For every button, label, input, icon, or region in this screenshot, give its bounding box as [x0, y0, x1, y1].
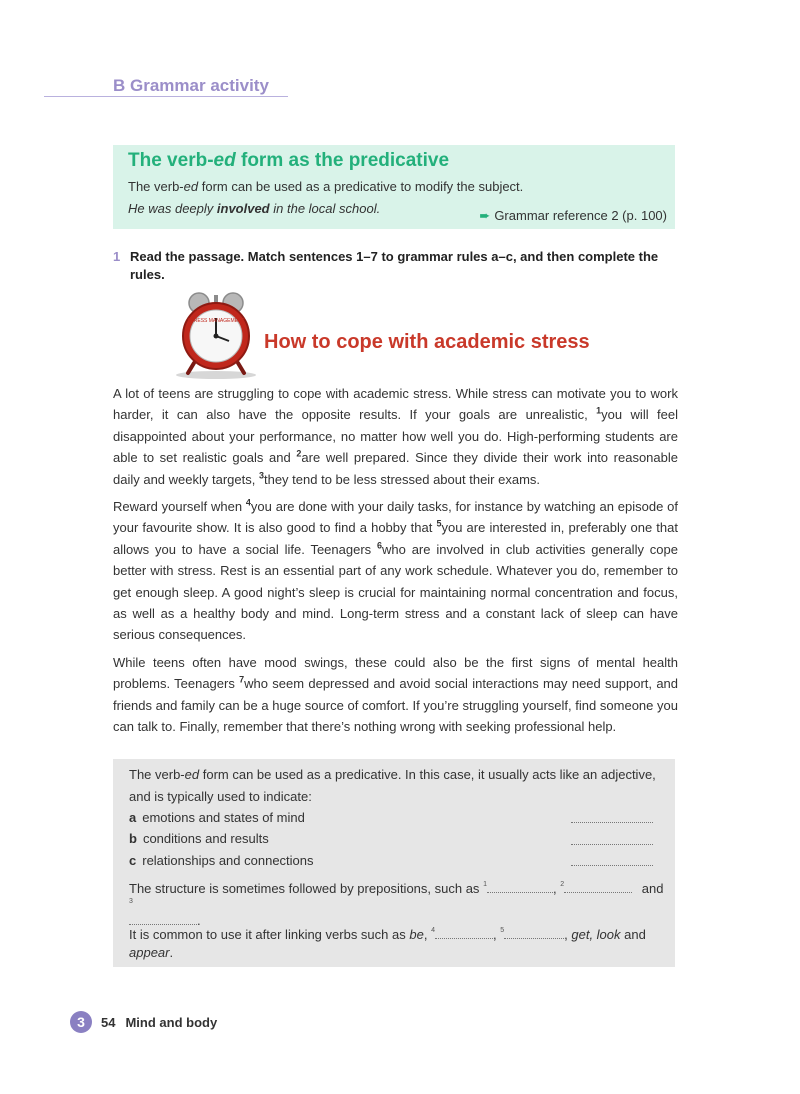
- paragraph-3: While teens often have mood swings, these could also be the first signs of mental health problems. Teenagers $^7$who seem depressed and avoid social interactions may need support, and friends and family can be a huge source of comfort. If you’re struggling yourself, find someone you can talk to. Finally, remember that there’s nothing wrong with seeking professional help.: [113, 654, 679, 735]
- page-footer: [101, 1015, 217, 1030]
- article-passage: [113, 383, 678, 744]
- prepositions-sentence-cont: $^3$ .: [129, 898, 201, 928]
- blank-1[interactable]: [487, 892, 553, 893]
- grammar-reference-link[interactable]: ➨ Grammar reference 2 (p. 100): [479, 208, 667, 223]
- page-number: 54: [101, 1015, 116, 1030]
- chapter-title: Mind and body: [125, 1015, 218, 1030]
- paragraph-2: Reward yourself when $^4$you are done with your daily tasks, for instance by watching an episode of your favourite show. It is also good to find a hobby that $^5$you are interested in, preferably one that allows you to have a social life. Teenagers $^6$who are involved in club activities generally cope better with stress. Rest is an essential part of any work schedule. Whatever you do, remember to get enough sleep. A good night’s sleep is crucial for maintaining normal concentration and focus, as well as a healthy body and mind. Long-term stress and a constant lack of sleep can have serious consequences.: [113, 497, 678, 643]
- section-heading: B Grammar activity: [113, 76, 269, 95]
- chapter-badge: 3: [70, 1011, 92, 1033]
- rule-b-answer-line[interactable]: [571, 844, 653, 845]
- grammar-definition: The verb-ed form can be used as a predicative to modify the subject.: [128, 179, 524, 194]
- grammar-focus-box: [113, 145, 675, 229]
- paragraph-1: A lot of teens are struggling to cope with academic stress. While stress can motivate you to work harder, it can also have the opposite results. If your goals are unrealistic, $^1$you will feel disappointed about your performance, no matter how well you do. High-performing students are able to set realistic goals and $^2$are well prepared. Since they divide their work into reasonable daily and weekly targets, $^3$they tend to be less stressed about their exams.: [113, 386, 678, 487]
- rule-b: b conditions and results: [129, 831, 269, 846]
- rule-c: c relationships and connections: [129, 853, 314, 868]
- linking-verbs-sentence-cont: appear.: [129, 945, 174, 960]
- grammar-title: The verb-ed form as the predicative: [128, 150, 450, 171]
- task-number: 1: [113, 249, 121, 264]
- rules-intro-1: The verb-ed form can be used as a predicative. In this case, it usually acts like an adjective,: [129, 767, 656, 782]
- prepositions-sentence: The structure is sometimes followed by prepositions, such as $^1$ , $^2$ and: [129, 881, 664, 896]
- grammar-example: He was deeply involved in the local school.: [128, 201, 381, 216]
- blank-3[interactable]: [129, 924, 197, 925]
- arrow-right-icon: ➨: [479, 208, 491, 223]
- task-text: Read the passage. Match sentences 1–7 to grammar rules a–c, and then complete the rules.: [130, 249, 659, 282]
- rule-a: a emotions and states of mind: [129, 810, 305, 825]
- rules-intro-2: and is typically used to indicate:: [129, 789, 312, 804]
- blank-2[interactable]: [564, 892, 632, 893]
- article-title: How to cope with academic stress: [264, 331, 590, 353]
- blank-4[interactable]: [435, 938, 493, 939]
- clock-label: STRESS MANAGEMENT: [187, 318, 245, 324]
- task-instruction: [113, 248, 673, 284]
- grammar-rules-box: [113, 759, 675, 967]
- blank-5[interactable]: [504, 938, 564, 939]
- rule-c-answer-line[interactable]: [571, 865, 653, 866]
- linking-verbs-sentence: It is common to use it after linking verbs such as be, $^4$ , $^5$ , get, look and: [129, 927, 646, 942]
- rule-a-answer-line[interactable]: [571, 822, 653, 823]
- alarm-clock-image: [170, 291, 264, 379]
- section-divider: [44, 96, 288, 97]
